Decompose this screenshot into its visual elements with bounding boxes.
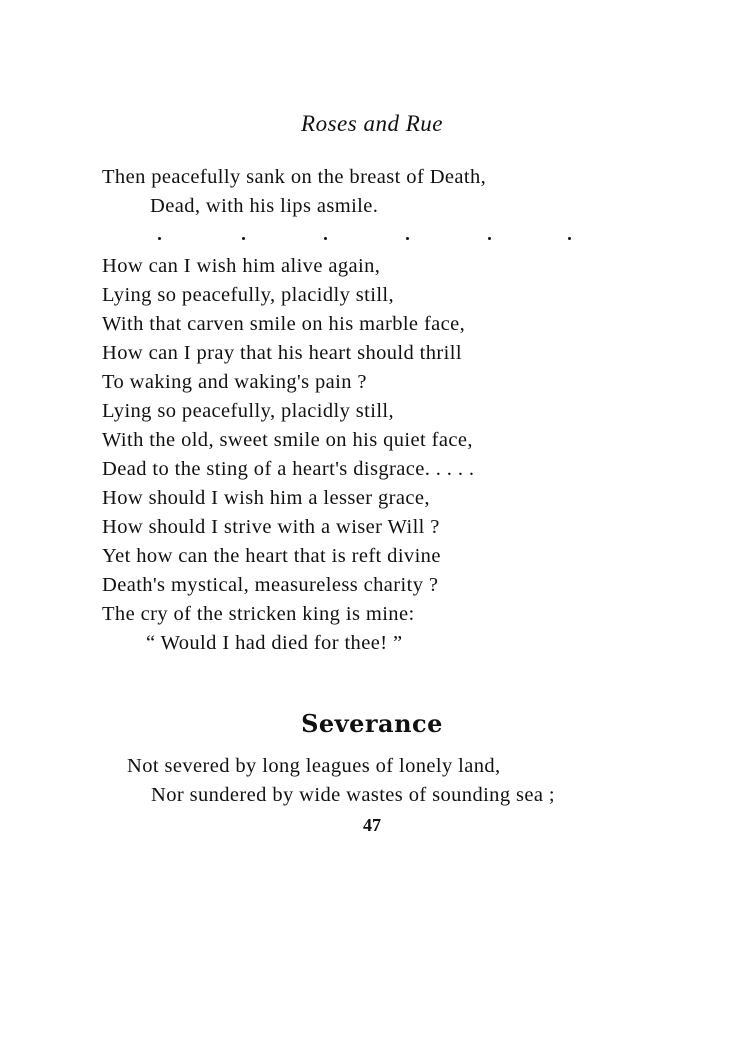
poem-line: Death's mystical, measureless charity ?: [102, 574, 439, 596]
poem-line: Not severed by long leagues of lonely land,: [127, 755, 501, 777]
poem-line: Dead to the sting of a heart's disgrace. . . . .: [102, 458, 475, 480]
poem-line: Dead, with his lips asmile.: [150, 195, 379, 217]
ellipsis-row: [102, 221, 486, 252]
ornament-dot: [488, 237, 491, 240]
poem-line: Lying so peacefully, placidly still,: [102, 400, 395, 422]
section-title: Severance: [301, 709, 443, 738]
running-head: Roses and Rue: [301, 111, 443, 136]
poem-line: Nor sundered by wide wastes of sounding sea ;: [151, 784, 556, 806]
poem-line: How can I pray that his heart should thrill: [102, 342, 462, 364]
poem-line: The cry of the stricken king is mine:: [102, 603, 415, 625]
poem-line: To waking and waking's pain ?: [102, 371, 367, 393]
ornament-dot: [568, 237, 571, 240]
poem-line: How should I strive with a wiser Will ?: [102, 516, 440, 538]
poem-line: Then peacefully sank on the breast of Death,: [102, 166, 487, 188]
poem-line: Yet how can the heart that is reft divine: [102, 545, 441, 567]
poem-severance: [127, 752, 555, 810]
poem-line: How can I wish him alive again,: [102, 255, 381, 277]
ornament-dot: [406, 237, 409, 240]
poem-line: Lying so peacefully, placidly still,: [102, 284, 395, 306]
page-number: 47: [363, 815, 381, 835]
poem-line: How should I wish him a lesser grace,: [102, 487, 430, 509]
ornament-dot: [324, 237, 327, 240]
ornament-dot: [242, 237, 245, 240]
poem-line: With the old, sweet smile on his quiet face,: [102, 429, 473, 451]
poem-line: “ Would I had died for thee! ”: [146, 632, 403, 654]
poem-line: With that carven smile on his marble face,: [102, 313, 466, 335]
ornament-dot: [158, 237, 161, 240]
poem-roses-and-rue: [102, 163, 486, 658]
